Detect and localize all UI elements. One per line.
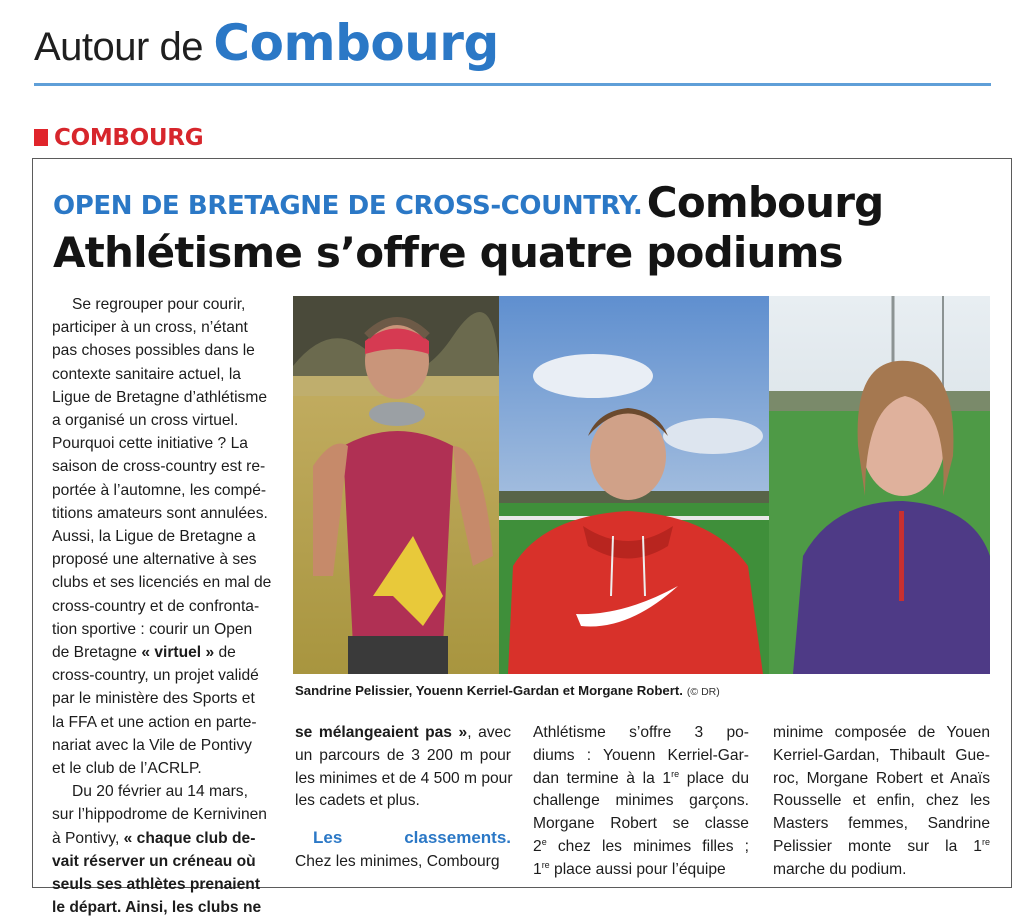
- text-line: [533, 836, 749, 859]
- headline-title-part2: Athlétisme s’offre quatre podiums: [53, 228, 843, 277]
- text-line: tion sportive : courir un Open: [52, 620, 253, 638]
- text-line: [52, 827, 273, 850]
- text-line: et le club de l’ACRLP.: [52, 760, 202, 778]
- text-line: cross-country et de confronta-: [52, 597, 260, 615]
- text-line: Kerriel-Gardan, Thibault Gue-: [773, 746, 990, 764]
- text-line: challenge minimes garçons.: [533, 792, 749, 810]
- article-column-2: [295, 722, 511, 874]
- superscript: re: [671, 768, 680, 779]
- text-fragment: Pelissier monte sur la 1: [773, 837, 982, 855]
- headline-kicker: OPEN DE BRETAGNE DE CROSS-COUNTRY.: [53, 191, 643, 221]
- text-line: [52, 896, 273, 919]
- text-line: saison de cross-country est re-: [52, 458, 266, 476]
- text-fragment: 1: [533, 860, 542, 878]
- caption-names: Sandrine Pelissier, Youenn Kerriel-Gardan et Morgane Robert.: [295, 683, 683, 698]
- quote-line: seuls ses athlètes prenaient: [52, 876, 261, 894]
- rubric: [34, 125, 203, 151]
- text-line: Se regrouper pour courir,: [72, 296, 246, 313]
- subheading-classements: Les classements.: [313, 828, 511, 848]
- text-line: a organisé un cross virtuel.: [52, 412, 239, 430]
- text-line: [52, 641, 273, 664]
- text-line: Morgane Robert se classe: [533, 815, 749, 833]
- text-line: Masters femmes, Sandrine: [773, 815, 990, 833]
- text-line: roc, Morgane Robert et Anaïs: [773, 769, 990, 787]
- text-line: Rousselle et enfin, chez les: [773, 792, 990, 810]
- text-line: un parcours de 3 200 m pour: [295, 746, 511, 764]
- text-fragment: place du: [679, 769, 750, 787]
- quoted-virtuel: « virtuel »: [141, 644, 215, 662]
- article-column-1: [52, 293, 273, 919]
- text-line: [533, 859, 749, 882]
- text-line: contexte sanitaire actuel, la: [52, 365, 241, 383]
- superscript: e: [541, 836, 547, 847]
- quote-end: se mélangeaient pas »: [295, 724, 468, 741]
- article-photo: [293, 296, 990, 674]
- text-line: cross-country, un projet validé: [52, 667, 259, 685]
- text-line: [533, 768, 749, 791]
- text-line: proposé une alternative à ses: [52, 551, 257, 569]
- text-line: [52, 850, 273, 873]
- rubric-label: COMBOURG: [54, 125, 204, 151]
- text-line: Pourquoi cette initiative ? La: [52, 435, 248, 453]
- text-line: la FFA et une action en parte-: [52, 713, 257, 731]
- text-fragment: 2: [533, 837, 542, 855]
- photo-panel-young-man: [499, 296, 769, 674]
- quote-line: le départ. Ainsi, les clubs ne: [52, 899, 262, 917]
- article-headline: [53, 178, 953, 277]
- text-fragment: place aussi pour l’équipe: [549, 860, 726, 878]
- text-line: Athlétisme s’offre 3 po-: [533, 724, 749, 741]
- section-prefix: Autour de: [34, 25, 203, 69]
- text-line: marche du podium.: [773, 860, 907, 878]
- text-line: [773, 836, 990, 859]
- text-line: les minimes et de 4 500 m pour: [295, 769, 513, 787]
- text-line: pas choses possibles dans le: [52, 342, 255, 360]
- text-fragment: chez les minimes filles ;: [546, 837, 749, 855]
- quote-start: « chaque club de-: [123, 829, 256, 847]
- photo-caption: [295, 683, 720, 698]
- article-column-4: [773, 722, 990, 882]
- text-line: diums : Youenn Kerriel-Gar-: [533, 746, 749, 764]
- text-line: Ligue de Bretagne d’athlétisme: [52, 388, 267, 406]
- text-line: portée à l’automne, les compé-: [52, 481, 267, 499]
- text-line: Aussi, la Ligue de Bretagne a: [52, 528, 256, 546]
- section-city-title: Combourg: [213, 14, 499, 72]
- article-column-3: [533, 722, 749, 882]
- text-line: Du 20 février au 14 mars,: [72, 783, 248, 801]
- text-fragment: de: [214, 644, 236, 662]
- text-line: Chez les minimes, Combourg: [295, 852, 500, 870]
- text-line: minime composée de Youen: [773, 724, 990, 741]
- text-fragment: de Bretagne: [52, 644, 137, 662]
- text-line: titions amateurs sont annulées.: [52, 504, 268, 522]
- photo-panel-young-woman: [769, 296, 990, 674]
- text-fragment: , avec: [467, 724, 512, 741]
- superscript: re: [541, 859, 550, 870]
- superscript: re: [981, 836, 990, 847]
- text-line: clubs et ses licenciés en mal de: [52, 574, 272, 592]
- photo-panel-runner: [293, 296, 499, 674]
- text-line: nariat avec la Vile de Pontivy: [52, 736, 252, 754]
- photo-credit: (© DR): [686, 686, 720, 698]
- text-fragment: dan termine à la 1: [533, 769, 672, 787]
- text-fragment: à Pontivy,: [52, 829, 120, 847]
- rubric-square-icon: [34, 129, 48, 146]
- text-line: [295, 722, 511, 745]
- quote-line: vait réserver un créneau où: [52, 852, 256, 870]
- page-header: [34, 14, 499, 76]
- text-line: par le ministère des Sports et: [52, 690, 255, 708]
- subheading-line: [295, 827, 511, 851]
- text-line: [52, 873, 273, 896]
- headline-title-part1: Combourg: [646, 178, 884, 227]
- text-line: les cadets et plus.: [295, 792, 420, 810]
- text-line: sur l’hippodrome de Kernivinen: [52, 806, 267, 824]
- text-line: participer à un cross, n’étant: [52, 319, 248, 337]
- header-divider: [34, 83, 991, 86]
